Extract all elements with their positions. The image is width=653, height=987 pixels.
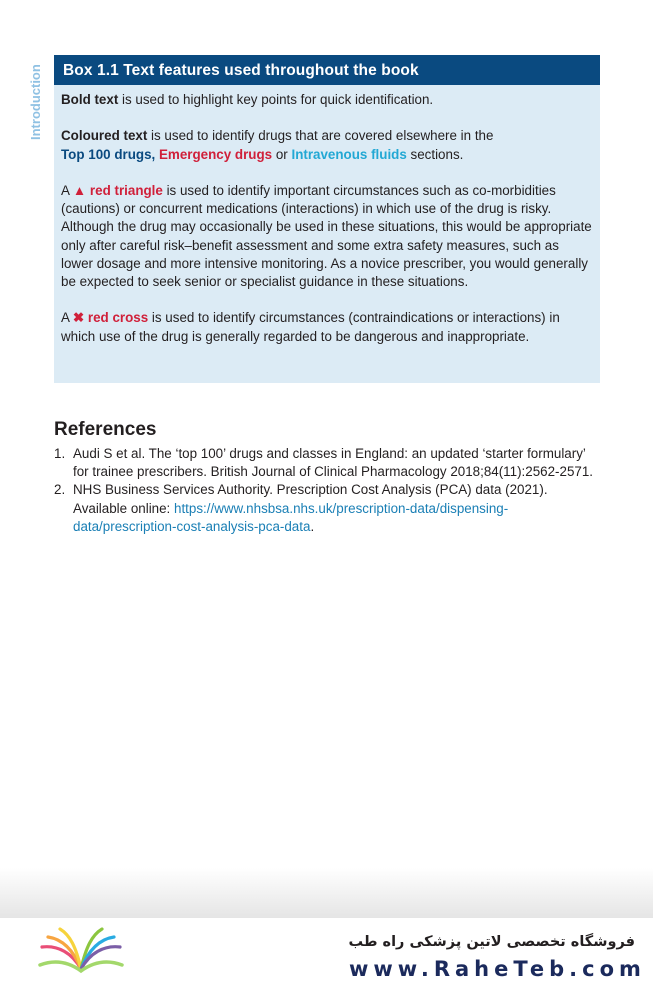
references-list <box>54 445 600 536</box>
sections-text: sections. <box>406 146 464 162</box>
or-text: or <box>272 146 292 162</box>
red-cross-desc: is used to identify circumstances (contraindications or interactions) in which use of the drug is generally regarded to be dangerous and inappropriate. <box>61 310 560 344</box>
a-text: A <box>61 310 73 326</box>
coloured-text-term: Coloured text <box>61 128 148 144</box>
box-title: Box 1.1 Text features used throughout the book <box>54 55 600 85</box>
red-triangle-paragraph <box>61 182 592 291</box>
reference-end: . <box>310 518 315 534</box>
reference-item <box>54 481 600 536</box>
reference-number: 1. <box>54 446 66 461</box>
reference-text: NHS Business Services Authority. Prescription Cost Analysis (PCA) data (2021). Available online: <box>73 482 548 516</box>
red-triangle-term: red triangle <box>89 182 163 198</box>
reference-item <box>54 445 600 481</box>
red-cross-paragraph <box>61 309 592 345</box>
page-shadow <box>0 868 653 918</box>
bold-text-paragraph <box>61 91 592 109</box>
emergency-drugs-label: Emergency drugs <box>158 146 273 162</box>
side-label-text: Introduction <box>28 64 43 140</box>
store-name: فروشگاه تخصصی لاتین پزشکی راه طب <box>348 934 635 950</box>
open-book-logo-icon <box>36 925 126 975</box>
a-text: A <box>61 182 73 198</box>
red-cross-term: red cross <box>87 310 149 326</box>
red-triangle-icon: ▲ <box>72 182 87 198</box>
coloured-text-paragraph <box>61 127 592 163</box>
coloured-text-desc: is used to identify drugs that are covered elsewhere in the <box>147 128 494 144</box>
red-cross-icon: ✖ <box>72 310 85 326</box>
store-url[interactable]: www.RaheTeb.com <box>349 957 646 981</box>
bold-text-desc: is used to highlight key points for quick identification. <box>118 92 434 107</box>
bold-text-term: Bold text <box>61 92 119 107</box>
section-side-label <box>26 56 46 156</box>
reference-number: 2. <box>54 482 66 498</box>
text-features-box <box>54 55 600 383</box>
references-heading: References <box>54 419 157 440</box>
reference-text: Audi S et al. The ‘top 100’ drugs and classes in England: an updated ‘starter formulary’ for trainee prescribers. British Journal of Clinical Pharmacology 2018;84(11):2562-2571. <box>73 446 594 480</box>
box-body <box>54 85 600 346</box>
pca-data-link[interactable]: https://www.nhsbsa.nhs.uk/prescription-data/dispensing-data/prescription-cost-analysis-pca-data <box>73 500 509 534</box>
intravenous-fluids-label: Intravenous fluids <box>291 146 407 162</box>
red-triangle-desc: is used to identify important circumstances such as co-morbidities (cautions) or concurrent medications (interactions) in which use of the drug is risky. Although the drug may occasionally be used in these situations, this would be appropriate only after careful risk–benefit assessment and some extra safety measures, such as lower dosage and more intensive monitoring. As a novice prescriber, you would generally be expected to seek senior or specialist guidance in these situations. <box>61 182 592 289</box>
top-100-drugs-label: Top 100 drugs, <box>61 146 156 162</box>
references-section <box>54 419 600 536</box>
